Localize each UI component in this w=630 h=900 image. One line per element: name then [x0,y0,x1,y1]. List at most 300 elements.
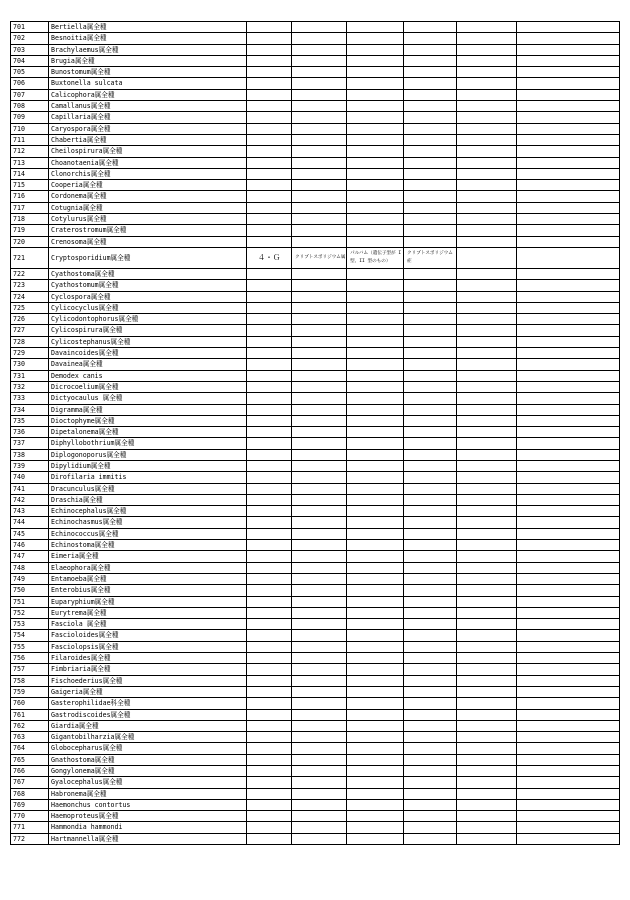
remarks-cell [517,268,620,279]
disease-cell [404,78,457,89]
classification-cell [247,573,292,584]
disease-cell [404,506,457,517]
species-name-cell: Haemonchus contortus [49,799,247,810]
classification-cell [247,833,292,844]
genus-cell [292,438,347,449]
disease-cell [404,336,457,347]
classification-cell [247,22,292,33]
table-row [11,528,620,539]
row-number-cell: 756 [11,653,49,664]
blank-cell [457,247,517,268]
genus-cell [292,822,347,833]
blank-cell [457,754,517,765]
blank-cell [457,214,517,225]
species-name-cell: Hammondia hammondi [49,822,247,833]
genus-cell [292,415,347,426]
genus-cell [292,675,347,686]
row-number-cell: 728 [11,336,49,347]
remarks-cell [517,607,620,618]
pathogen-cell [347,336,404,347]
pathogen-cell [347,540,404,551]
classification-cell [247,202,292,213]
disease-cell [404,743,457,754]
remarks-cell [517,833,620,844]
blank-cell [457,146,517,157]
disease-cell [404,180,457,191]
table-row [11,202,620,213]
row-number-cell: 724 [11,291,49,302]
species-name-cell: Gyalocephalus属全種 [49,777,247,788]
row-number-cell: 772 [11,833,49,844]
genus-cell [292,460,347,471]
disease-cell [404,607,457,618]
table-row [11,460,620,471]
disease-cell [404,348,457,359]
species-name-cell: Dipetalonema属全種 [49,427,247,438]
disease-cell [404,698,457,709]
remarks-cell [517,653,620,664]
blank-cell [457,101,517,112]
disease-cell [404,67,457,78]
pathogen-cell [347,415,404,426]
blank-cell [457,291,517,302]
pathogen-cell [347,370,404,381]
remarks-cell [517,788,620,799]
blank-cell [457,236,517,247]
pathogen-cell [347,720,404,731]
species-name-cell: Calicophora属全種 [49,89,247,100]
classification-cell [247,788,292,799]
species-name-cell: Giardia属全種 [49,720,247,731]
classification-cell [247,562,292,573]
species-name-cell: Echinochasmus属全種 [49,517,247,528]
blank-cell [457,112,517,123]
remarks-cell [517,528,620,539]
disease-cell [404,314,457,325]
remarks-cell [517,101,620,112]
table-row [11,709,620,720]
row-number-cell: 764 [11,743,49,754]
pathogen-cell [347,236,404,247]
blank-cell [457,472,517,483]
disease-cell [404,494,457,505]
blank-cell [457,664,517,675]
table-row [11,630,620,641]
disease-cell [404,732,457,743]
table-row [11,314,620,325]
remarks-cell [517,67,620,78]
blank-cell [457,506,517,517]
classification-cell [247,675,292,686]
genus-cell: クリプトスポリジウム属 [292,247,347,268]
genus-cell [292,664,347,675]
row-number-cell: 752 [11,607,49,618]
row-number-cell: 753 [11,619,49,630]
species-name-cell: Eimeria属全種 [49,551,247,562]
classification-cell [247,596,292,607]
species-name-cell: Demodex canis [49,370,247,381]
pathogen-cell [347,438,404,449]
remarks-cell [517,247,620,268]
remarks-cell [517,573,620,584]
classification-cell [247,415,292,426]
table-row [11,720,620,731]
blank-cell [457,370,517,381]
pathogen-cell [347,393,404,404]
remarks-cell [517,641,620,652]
table-row [11,404,620,415]
row-number-cell: 769 [11,799,49,810]
genus-cell [292,766,347,777]
table-row [11,698,620,709]
species-name-cell: Echinococcus属全種 [49,528,247,539]
disease-cell [404,404,457,415]
table-row [11,766,620,777]
blank-cell [457,630,517,641]
species-name-cell: Entamoeba属全種 [49,573,247,584]
row-number-cell: 715 [11,180,49,191]
classification-cell [247,291,292,302]
table-row [11,472,620,483]
remarks-cell [517,483,620,494]
genus-cell [292,359,347,370]
remarks-cell [517,494,620,505]
species-name-cell: Cylicospirura属全種 [49,325,247,336]
row-number-cell: 739 [11,460,49,471]
pathogen-cell [347,630,404,641]
blank-cell [457,766,517,777]
row-number-cell: 735 [11,415,49,426]
pathogen-cell [347,506,404,517]
disease-cell [404,415,457,426]
table-row [11,291,620,302]
table-row [11,641,620,652]
table-row [11,822,620,833]
table-row [11,280,620,291]
genus-cell [292,573,347,584]
remarks-cell [517,766,620,777]
disease-cell [404,302,457,313]
disease-cell [404,766,457,777]
row-number-cell: 731 [11,370,49,381]
species-name-cell: Cyathostomum属全種 [49,280,247,291]
disease-cell [404,157,457,168]
genus-cell [292,393,347,404]
classification-cell [247,404,292,415]
species-name-cell: Fascioloides属全種 [49,630,247,641]
blank-cell [457,573,517,584]
genus-cell [292,777,347,788]
table-row [11,686,620,697]
pathogen-cell [347,833,404,844]
blank-cell [457,449,517,460]
blank-cell [457,777,517,788]
classification-cell [247,157,292,168]
disease-cell [404,202,457,213]
disease-cell [404,393,457,404]
genus-cell [292,686,347,697]
pathogen-cell [347,302,404,313]
species-name-cell: Haemoproteus属全種 [49,811,247,822]
species-name-cell: Diphyllobothrium属全種 [49,438,247,449]
pathogen-cell [347,528,404,539]
remarks-cell [517,427,620,438]
classification-cell [247,225,292,236]
pathogen-cell [347,517,404,528]
disease-cell [404,551,457,562]
pathogen-cell [347,754,404,765]
species-name-cell: Davainea属全種 [49,359,247,370]
remarks-cell [517,381,620,392]
blank-cell [457,22,517,33]
table-row [11,506,620,517]
blank-cell [457,157,517,168]
row-number-cell: 704 [11,55,49,66]
disease-cell [404,811,457,822]
remarks-cell [517,596,620,607]
blank-cell [457,460,517,471]
species-name-cell: Chabertia属全種 [49,134,247,145]
blank-cell [457,833,517,844]
classification-cell [247,720,292,731]
remarks-cell [517,236,620,247]
remarks-cell [517,720,620,731]
remarks-cell [517,157,620,168]
species-name-cell: Gnathostoma属全種 [49,754,247,765]
remarks-cell [517,415,620,426]
table-row [11,180,620,191]
row-number-cell: 737 [11,438,49,449]
genus-cell [292,33,347,44]
table-row [11,225,620,236]
pathogen-cell [347,33,404,44]
blank-cell [457,393,517,404]
genus-cell [292,101,347,112]
classification-cell [247,168,292,179]
pathogen-cell [347,22,404,33]
pathogen-cell [347,788,404,799]
classification-cell [247,517,292,528]
table-row [11,573,620,584]
genus-cell [292,562,347,573]
genus-cell [292,157,347,168]
blank-cell [457,404,517,415]
remarks-cell [517,359,620,370]
disease-cell [404,573,457,584]
genus-cell [292,472,347,483]
species-name-cell: Craterostromum属全種 [49,225,247,236]
pathogen-cell [347,44,404,55]
pathogen-cell [347,348,404,359]
genus-cell [292,607,347,618]
classification-cell [247,112,292,123]
genus-cell [292,517,347,528]
remarks-cell [517,540,620,551]
species-name-cell: Diplogonoporus属全種 [49,449,247,460]
disease-cell [404,528,457,539]
classification-cell [247,236,292,247]
disease-cell [404,686,457,697]
pathogen-cell [347,619,404,630]
genus-cell [292,494,347,505]
remarks-cell [517,551,620,562]
table-row [11,517,620,528]
genus-cell [292,811,347,822]
genus-cell [292,280,347,291]
remarks-cell [517,191,620,202]
row-number-cell: 747 [11,551,49,562]
blank-cell [457,78,517,89]
species-name-cell: Cordonema属全種 [49,191,247,202]
blank-cell [457,619,517,630]
table-row [11,483,620,494]
genus-cell [292,449,347,460]
genus-cell [292,268,347,279]
row-number-cell: 763 [11,732,49,743]
blank-cell [457,517,517,528]
remarks-cell [517,777,620,788]
disease-cell [404,33,457,44]
classification-cell [247,438,292,449]
genus-cell [292,214,347,225]
table-row [11,325,620,336]
species-name-cell: Globocepharus属全種 [49,743,247,754]
disease-cell [404,641,457,652]
species-name-cell: Gasterophilidae科全種 [49,698,247,709]
remarks-cell [517,822,620,833]
genus-cell [292,168,347,179]
disease-cell: クリプトスポリジウム症 [404,247,457,268]
genus-cell [292,799,347,810]
genus-cell [292,370,347,381]
genus-cell [292,191,347,202]
table-row [11,89,620,100]
row-number-cell: 766 [11,766,49,777]
pathogen-cell: パルバム（遺伝子型が I 型、II 型のもの） [347,247,404,268]
classification-cell [247,214,292,225]
remarks-cell [517,811,620,822]
row-number-cell: 719 [11,225,49,236]
remarks-cell [517,754,620,765]
table-row [11,123,620,134]
classification-cell [247,732,292,743]
pathogen-cell [347,214,404,225]
classification-cell [247,134,292,145]
classification-cell [247,630,292,641]
table-row [11,134,620,145]
table-row [11,157,620,168]
pathogen-cell [347,381,404,392]
disease-cell [404,472,457,483]
blank-cell [457,596,517,607]
classification-cell [247,585,292,596]
row-number-cell: 711 [11,134,49,145]
row-number-cell: 734 [11,404,49,415]
classification-cell [247,743,292,754]
remarks-cell [517,146,620,157]
blank-cell [457,743,517,754]
species-name-cell: Cyclospora属全種 [49,291,247,302]
classification-cell [247,348,292,359]
pathogen-cell [347,268,404,279]
row-number-cell: 755 [11,641,49,652]
species-name-cell: Cotugnia属全種 [49,202,247,213]
genus-cell [292,302,347,313]
species-name-cell: Dirofilaria immitis [49,472,247,483]
species-name-cell: Capillaria属全種 [49,112,247,123]
classification-cell [247,777,292,788]
disease-cell [404,777,457,788]
disease-cell [404,833,457,844]
disease-cell [404,427,457,438]
row-number-cell: 765 [11,754,49,765]
disease-cell [404,720,457,731]
classification-cell [247,381,292,392]
species-name-cell: Bertiella属全種 [49,22,247,33]
table-row [11,427,620,438]
pathogen-cell [347,55,404,66]
pathogen-cell [347,449,404,460]
pathogen-cell [347,494,404,505]
classification-cell [247,314,292,325]
table-row [11,55,620,66]
disease-cell [404,123,457,134]
pathogen-cell [347,191,404,202]
table-row [11,494,620,505]
species-name-cell: Elaeophora属全種 [49,562,247,573]
table-row [11,236,620,247]
pathogen-cell [347,483,404,494]
genus-cell [292,44,347,55]
remarks-cell [517,214,620,225]
disease-cell [404,585,457,596]
remarks-cell [517,630,620,641]
disease-cell [404,134,457,145]
genus-cell [292,732,347,743]
blank-cell [457,607,517,618]
classification-cell [247,302,292,313]
table-row [11,743,620,754]
genus-cell [292,67,347,78]
table-row [11,370,620,381]
blank-cell [457,438,517,449]
remarks-cell [517,314,620,325]
genus-cell [292,134,347,145]
table-row [11,146,620,157]
genus-cell [292,236,347,247]
blank-cell [457,675,517,686]
classification-cell [247,686,292,697]
remarks-cell [517,404,620,415]
species-name-cell: Fischoederius属全種 [49,675,247,686]
row-number-cell: 745 [11,528,49,539]
species-name-cell: Cryptosporidium属全種 [49,247,247,268]
classification-cell [247,44,292,55]
remarks-cell [517,291,620,302]
classification-cell [247,664,292,675]
species-name-cell: Digramma属全種 [49,404,247,415]
classification-cell [247,146,292,157]
genus-cell [292,551,347,562]
remarks-cell [517,280,620,291]
classification-cell [247,460,292,471]
row-number-cell: 712 [11,146,49,157]
classification-cell [247,528,292,539]
genus-cell [292,348,347,359]
species-name-cell: Cooperia属全種 [49,180,247,191]
table-row [11,78,620,89]
pathogen-cell [347,314,404,325]
